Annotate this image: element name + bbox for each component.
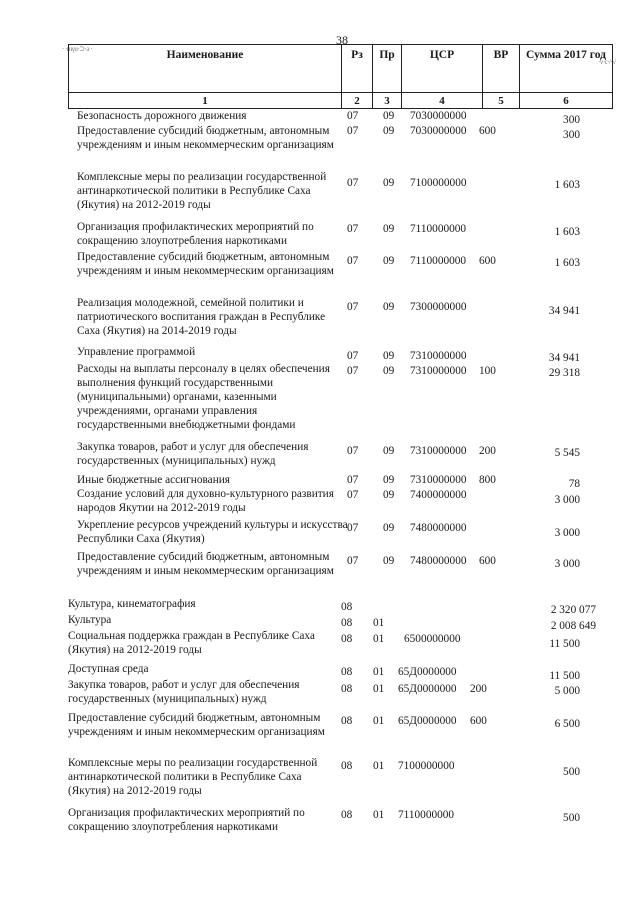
row-pr: 01	[373, 617, 385, 629]
row-name: Закупка товаров, работ и услуг для обеспечения государственных (муниципальных) нужд	[77, 441, 309, 467]
row-rz: 07	[347, 177, 359, 189]
row-pr: 09	[383, 350, 395, 362]
row-rz: 07	[347, 445, 359, 457]
header-rz: Рз	[342, 45, 373, 93]
row-csr: 6500000000	[404, 633, 461, 645]
row-sum: 1 603	[554, 257, 580, 269]
row-name: Предоставление субсидий бюджетным, автономным учреждениям и иным некоммерческим организациям	[77, 125, 334, 151]
row-csr: 65Д0000000	[398, 666, 457, 678]
row-sum: 1 603	[554, 226, 580, 238]
row-csr: 7480000000	[410, 522, 467, 534]
page-number: 38	[336, 33, 348, 47]
row-sum: 1 603	[554, 179, 580, 191]
row-rz: 08	[341, 683, 353, 695]
row-sum: 78	[568, 478, 580, 490]
row-rz: 07	[347, 125, 359, 137]
row-csr: 7030000000	[410, 110, 467, 122]
row-sum: 3 000	[554, 558, 580, 570]
row-pr: 01	[373, 666, 385, 678]
row-vr: 600	[479, 125, 496, 137]
scan-edge-mark-left: · ·ruγu·⊃·ǝ ·	[62, 45, 93, 53]
row-sum: 6 500	[554, 718, 580, 730]
row-sum: 300	[563, 114, 580, 126]
table-header	[68, 44, 613, 109]
row-sum: 29 318	[548, 367, 580, 379]
row-vr: 100	[479, 365, 496, 377]
row-vr: 200	[470, 683, 487, 695]
row-sum: 34 941	[548, 305, 580, 317]
row-csr: 7110000000	[410, 223, 467, 235]
row-sum: 34 941	[548, 352, 580, 364]
row-name: Культура, кинематография	[68, 598, 196, 610]
header-num-6: 6	[520, 93, 613, 109]
header-num-4: 4	[402, 93, 483, 109]
row-name: Закупка товаров, работ и услуг для обеспечения государственных (муниципальных) нужд	[68, 679, 300, 705]
row-name: Создание условий для духовно-культурного развития народов Якутии на 2012-2019 годы	[77, 488, 334, 514]
row-rz: 08	[341, 633, 353, 645]
row-sum: 300	[563, 129, 580, 141]
row-name: Предоставление субсидий бюджетным, автономным учреждениям и иным некоммерческим организациям	[77, 551, 334, 577]
header-num-2: 2	[342, 93, 373, 109]
row-sum: 2 008 649	[550, 620, 596, 632]
row-name: Культура	[68, 614, 112, 626]
row-rz: 08	[341, 666, 353, 678]
header-vr: ВР	[483, 45, 520, 93]
row-sum: 500	[563, 812, 580, 824]
row-sum: 3 000	[554, 527, 580, 539]
header-pr: Пр	[373, 45, 402, 93]
row-csr: 65Д0000000	[398, 715, 457, 727]
row-pr: 09	[383, 489, 395, 501]
row-csr: 7100000000	[398, 760, 455, 772]
header-csr: ЦСР	[402, 45, 483, 93]
row-csr: 7310000000	[410, 445, 467, 457]
row-sum: 2 320 077	[550, 604, 596, 616]
header-num-5: 5	[483, 93, 520, 109]
row-pr: 01	[373, 683, 385, 695]
row-name: Укрепление ресурсов учреждений культуры и искусства Республики Саха (Якутия)	[77, 519, 348, 545]
row-sum: 5 000	[554, 685, 580, 697]
row-pr: 09	[383, 474, 395, 486]
scan-edge-mark-right: ·v·c·/·√	[598, 58, 616, 66]
row-csr: 7030000000	[410, 125, 467, 137]
row-sum: 11 500	[549, 638, 580, 650]
row-name: Предоставление субсидий бюджетным, автономным учреждениям и иным некоммерческим организациям	[68, 712, 325, 738]
row-name: Управление программой	[77, 346, 196, 358]
row-csr: 7100000000	[410, 177, 467, 189]
row-name: Расходы на выплаты персоналу в целях обеспечения выполнения функций государственными (муниципальными) органами, казенными учреждениями, органами управления государственными внебюджетными фондами	[77, 363, 330, 431]
header-num-1: 1	[69, 93, 342, 109]
row-pr: 09	[383, 555, 395, 567]
row-pr: 09	[383, 177, 395, 189]
row-pr: 09	[383, 255, 395, 267]
row-name: Доступная среда	[68, 663, 149, 675]
header-sum: Сумма 2017 год	[520, 45, 613, 93]
row-csr: 7110000000	[398, 809, 455, 821]
row-pr: 09	[383, 365, 395, 377]
row-vr: 600	[479, 255, 496, 267]
row-csr: 7300000000	[410, 301, 467, 313]
row-csr: 7480000000	[410, 555, 467, 567]
row-pr: 01	[373, 633, 385, 645]
row-sum: 3 000	[554, 494, 580, 506]
row-sum: 5 545	[554, 447, 580, 459]
row-csr: 7310000000	[410, 365, 467, 377]
row-pr: 01	[373, 809, 385, 821]
row-csr: 65Д0000000	[398, 683, 457, 695]
row-csr: 7400000000	[410, 489, 467, 501]
header-name: Наименование	[69, 45, 342, 93]
header-num-3: 3	[373, 93, 402, 109]
row-vr: 600	[479, 555, 496, 567]
row-name: Комплексные меры по реализации государственной антинаркотической политики в Республике Саха (Якутия) на 2012-2019 годы	[77, 171, 327, 211]
row-rz: 07	[347, 223, 359, 235]
row-vr: 800	[479, 474, 496, 486]
row-rz: 07	[347, 489, 359, 501]
row-rz: 07	[347, 522, 359, 534]
row-csr: 7310000000	[410, 474, 467, 486]
row-name: Реализация молодежной, семейной политики и патриотического воспитания граждан в Республике Саха (Якутия) на 2014-2019 годы	[77, 297, 326, 337]
row-rz: 08	[341, 809, 353, 821]
row-pr: 09	[383, 301, 395, 313]
row-pr: 09	[383, 445, 395, 457]
row-rz: 07	[347, 350, 359, 362]
row-sum: 11 500	[549, 670, 580, 682]
row-name: Комплексные меры по реализации государственной антинаркотической политики в Республике Саха (Якутия) на 2012-2019 годы	[68, 757, 318, 797]
row-pr: 01	[373, 760, 385, 772]
row-name: Предоставление субсидий бюджетным, автономным учреждениям и иным некоммерческим организациям	[77, 251, 334, 277]
row-rz: 07	[347, 110, 359, 122]
row-name: Организация профилактических мероприятий по сокращению злоупотребления наркотиками	[68, 807, 305, 833]
row-vr: 600	[470, 715, 487, 727]
row-pr: 09	[383, 522, 395, 534]
row-name: Социальная поддержка граждан в Республике Саха (Якутия) на 2012-2019 годы	[68, 630, 315, 656]
row-csr: 7110000000	[410, 255, 467, 267]
row-rz: 08	[341, 760, 353, 772]
row-pr: 09	[383, 110, 395, 122]
row-name: Иные бюджетные ассигнования	[77, 474, 230, 486]
row-rz: 07	[347, 301, 359, 313]
row-vr: 200	[479, 445, 496, 457]
row-sum: 500	[563, 766, 580, 778]
row-pr: 09	[383, 223, 395, 235]
row-name: Организация профилактических мероприятий по сокращению злоупотребления наркотиками	[77, 221, 314, 247]
row-pr: 09	[383, 125, 395, 137]
row-rz: 08	[341, 601, 353, 613]
row-pr: 01	[373, 715, 385, 727]
row-rz: 07	[347, 365, 359, 377]
row-rz: 07	[347, 555, 359, 567]
row-rz: 07	[347, 255, 359, 267]
row-rz: 08	[341, 617, 353, 629]
row-name: Безопасность дорожного движения	[77, 110, 247, 122]
row-rz: 08	[341, 715, 353, 727]
row-rz: 07	[347, 474, 359, 486]
row-csr: 7310000000	[410, 350, 467, 362]
